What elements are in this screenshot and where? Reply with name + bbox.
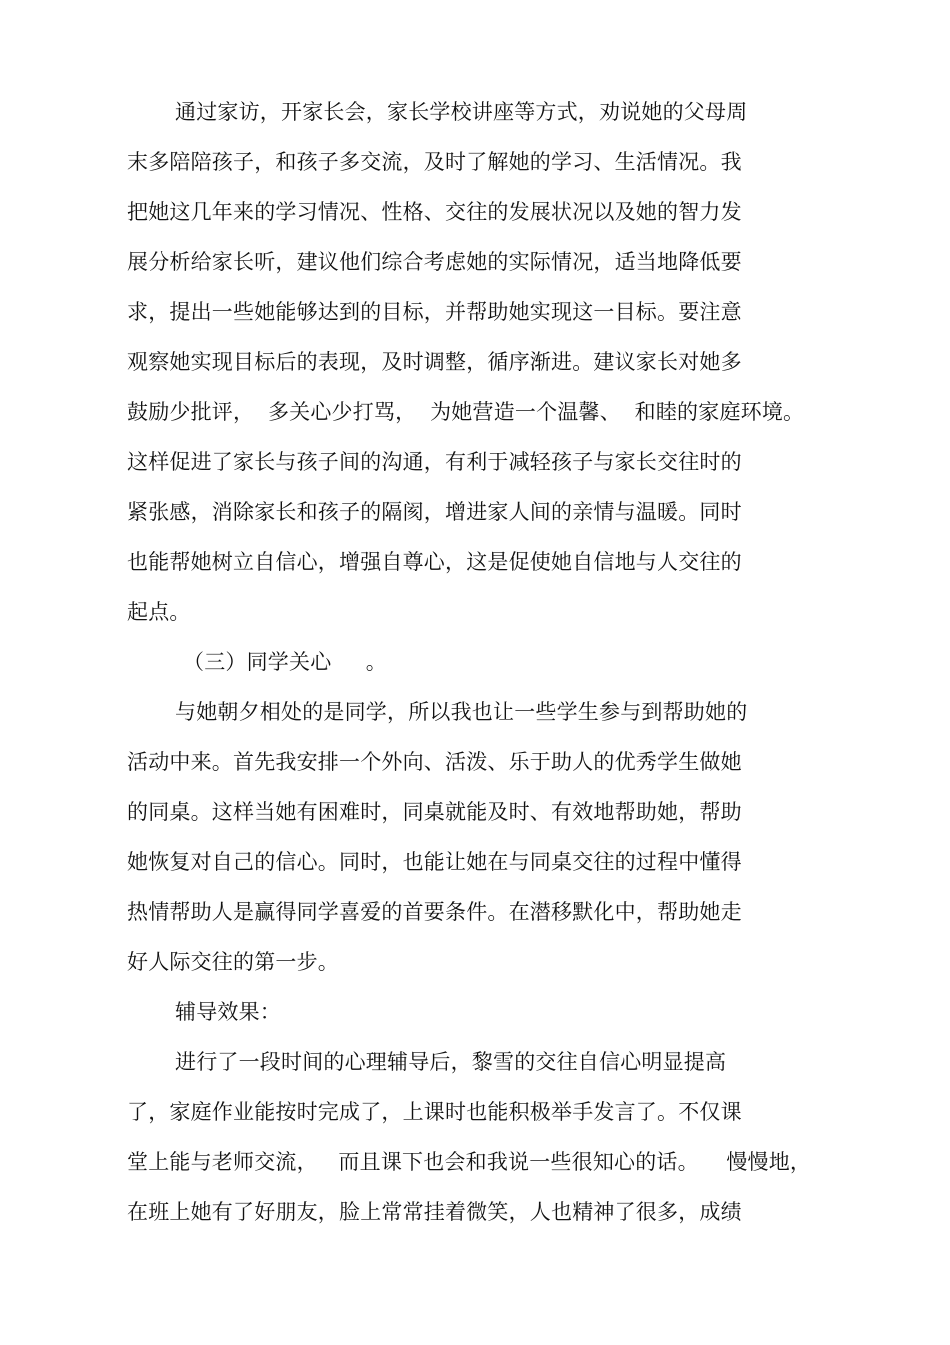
section-heading: （三）同学关心 。 bbox=[183, 650, 387, 674]
paragraph-line: 紧张感，消除家长和孩子的隔阂，增进家人间的亲情与温暖。同时 bbox=[127, 500, 742, 524]
paragraph-line: 了，家庭作业能按时完成了，上课时也能积极举手发言了。不仅课 bbox=[127, 1100, 742, 1124]
paragraph-line: 这样促进了家长与孩子间的沟通，有利于减轻孩子与家长交往时的 bbox=[127, 450, 742, 474]
paragraph-line: 把她这几年来的学习情况、性格、交往的发展状况以及她的智力发 bbox=[127, 200, 742, 224]
paragraph-line: 在班上她有了好朋友，脸上常常挂着微笑，人也精神了很多，成绩 bbox=[127, 1200, 742, 1224]
paragraph-line: 进行了一段时间的心理辅导后，黎雪的交往自信心明显提高 bbox=[175, 1050, 727, 1074]
paragraph-line: 她恢复对自己的信心。同时，也能让她在与同桌交往的过程中懂得 bbox=[127, 850, 742, 874]
paragraph-line: 与她朝夕相处的是同学，所以我也让一些学生参与到帮助她的 bbox=[175, 700, 748, 724]
paragraph-line: 堂上能与老师交流， 而且课下也会和我说一些很知心的话。 慢慢地， bbox=[127, 1150, 812, 1174]
paragraph-line: 也能帮她树立自信心，增强自尊心，这是促使她自信地与人交往的 bbox=[127, 550, 742, 574]
paragraph-line: 观察她实现目标后的表现，及时调整，循序渐进。建议家长对她多 bbox=[127, 350, 742, 374]
paragraph-line: 起点。 bbox=[127, 600, 191, 624]
paragraph-line: 鼓励少批评， 多关心少打骂， 为她营造一个温馨、 和睦的家庭环境。 bbox=[127, 400, 805, 424]
paragraph-line: 展分析给家长听，建议他们综合考虑她的实际情况，适当地降低要 bbox=[127, 250, 742, 274]
paragraph-line: 活动中来。首先我安排一个外向、活泼、乐于助人的优秀学生做她 bbox=[127, 750, 742, 774]
paragraph-line: 热情帮助人是赢得同学喜爱的首要条件。在潜移默化中，帮助她走 bbox=[127, 900, 742, 924]
paragraph-line: 通过家访，开家长会，家长学校讲座等方式，劝说她的父母周 bbox=[175, 100, 748, 124]
paragraph-line: 好人际交往的第一步。 bbox=[127, 950, 339, 974]
paragraph-line: 的同桌。这样当她有困难时，同桌就能及时、有效地帮助她，帮助 bbox=[127, 800, 742, 824]
paragraph-line: 求，提出一些她能够达到的目标，并帮助她实现这一目标。要注意 bbox=[127, 300, 742, 324]
section-heading: 辅导效果： bbox=[175, 1000, 281, 1024]
paragraph-line: 末多陪陪孩子，和孩子多交流，及时了解她的学习、生活情况。我 bbox=[127, 150, 742, 174]
